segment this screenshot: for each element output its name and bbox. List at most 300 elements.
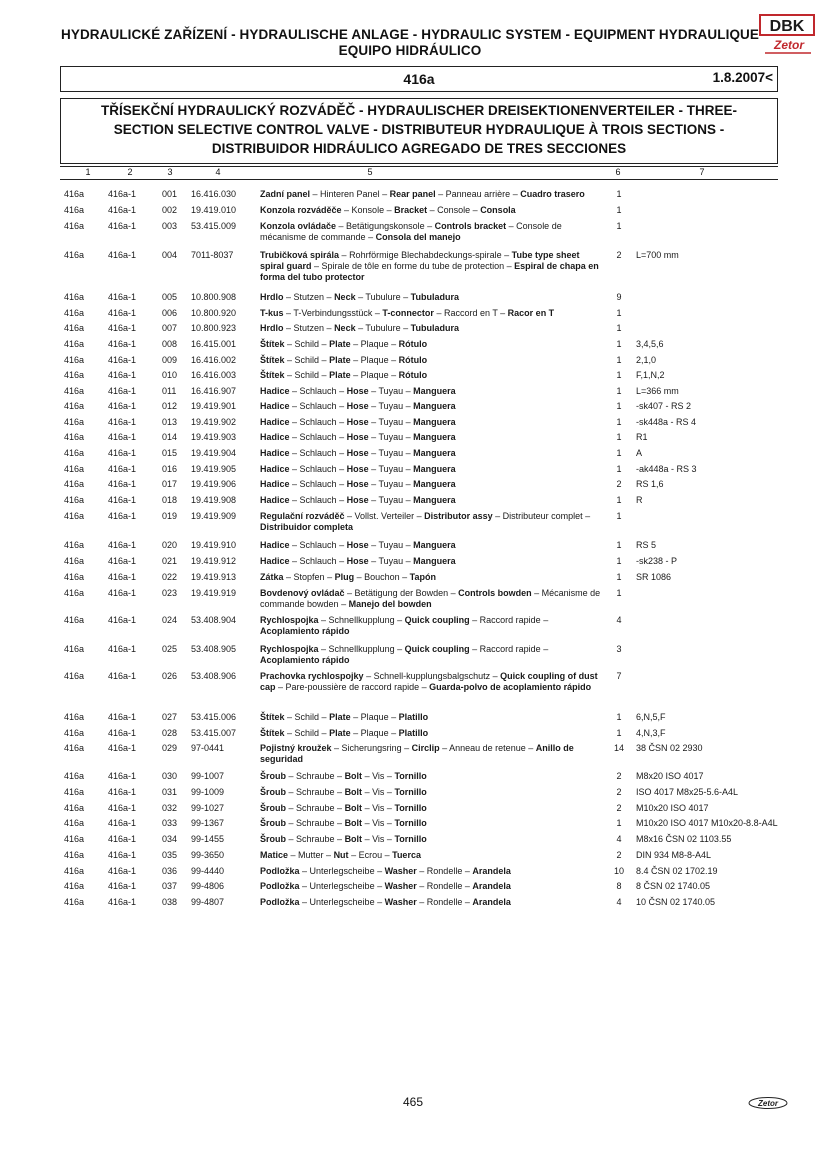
description-cell: Šroub – Schraube – Bolt – Vis – Tornillo: [260, 787, 427, 797]
picture-cell: 416a-1: [108, 850, 137, 860]
picture-cell: 416a-1: [108, 448, 137, 458]
quantity-cell: 1: [616, 339, 622, 349]
description-de: Schraube: [296, 803, 335, 813]
description-cell: Hadice – Schlauch – Hose – Tuyau – Manguera: [260, 401, 456, 411]
description-cell: Zátka – Stopfen – Plug – Bouchon – Tapón: [260, 572, 436, 582]
part-number-cell: 19.419.913: [191, 572, 237, 582]
quantity-cell: 9: [616, 292, 622, 302]
picture-cell: 416a-1: [108, 464, 137, 474]
description-fr: Tuyau: [378, 448, 404, 458]
part-number-cell: 19.419.910: [191, 540, 237, 550]
description-cell: Štítek – Schild – Plate – Plaque – Platillo: [260, 712, 429, 722]
description-es: Distribuidor completa: [260, 522, 354, 532]
description-fr: Vis: [372, 771, 385, 781]
note-cell: R: [636, 495, 643, 505]
description-cell: Šroub – Schraube – Bolt – Vis – Tornillo: [260, 803, 427, 813]
description-cell: T-kus – T-Verbindungsstück – T-connector – Raccord en T – Racor en T: [260, 308, 555, 318]
description-cz: Podložka: [260, 897, 300, 907]
description-cell: Hadice – Schlauch – Hose – Tuyau – Manguera: [260, 540, 456, 550]
position-cell: 032: [162, 803, 178, 813]
document-title: HYDRAULICKÉ ZAŘÍZENÍ - HYDRAULISCHE ANLAGE - HYDRAULIC SYSTEM - EQUIPMENT HYDRAULIQUE: [60, 27, 759, 42]
description-es: Rótulo: [398, 339, 428, 349]
part-number-cell: 99-1009: [191, 787, 225, 797]
quantity-cell: 1: [616, 432, 622, 442]
description-cz: Prachovka rychlospojky: [260, 671, 364, 681]
description-cell: Šroub – Schraube – Bolt – Vis – Tornillo: [260, 818, 427, 828]
picture-cell: 416a-1: [108, 401, 137, 411]
group-cell: 416a: [64, 803, 85, 813]
document-title-line2: EQUIPO HIDRÁULICO: [338, 43, 482, 58]
description-en: Tube type sheet spiral guard: [260, 250, 580, 271]
part-number-cell: 16.416.907: [191, 386, 237, 396]
quantity-cell: 1: [616, 205, 622, 215]
note-cell: M8x20 ISO 4017: [636, 771, 704, 781]
description-cz: Šroub: [260, 771, 286, 781]
description-fr: Vis: [372, 803, 385, 813]
picture-cell: 416a-1: [108, 588, 137, 598]
position-cell: 004: [162, 250, 178, 260]
description-fr: Plaque: [360, 370, 389, 380]
picture-cell: 416a-1: [108, 323, 137, 333]
group-cell: 416a: [64, 771, 85, 781]
description-en: Quick coupling: [404, 615, 470, 625]
description-fr: Tuyau: [378, 386, 404, 396]
description-de: Stopfen: [293, 572, 325, 582]
position-cell: 010: [162, 370, 178, 380]
description-fr: Vis: [372, 834, 385, 844]
description-de: Schnell-kupplungsbalgschutz: [373, 671, 491, 681]
group-cell: 416a: [64, 370, 85, 380]
description-es: Rótulo: [398, 370, 428, 380]
description-cz: Zátka: [260, 572, 284, 582]
picture-cell: 416a-1: [108, 818, 137, 828]
column-header-row: [60, 166, 778, 180]
quantity-cell: 1: [616, 221, 622, 231]
group-cell: 416a: [64, 834, 85, 844]
group-cell: 416a: [64, 464, 85, 474]
description-fr: Rondelle: [426, 897, 463, 907]
description-cell: Štítek – Schild – Plate – Plaque – Platillo: [260, 728, 429, 738]
description-cz: Podložka: [260, 881, 300, 891]
description-en: Hose: [346, 386, 369, 396]
position-cell: 016: [162, 464, 178, 474]
part-number-cell: 19.419.903: [191, 432, 237, 442]
description-de: Schlauch: [299, 417, 337, 427]
description-de: Hinteren Panel: [320, 189, 380, 199]
description-fr: Tuyau: [378, 495, 404, 505]
description-fr: Tubulure: [365, 292, 401, 302]
description-en: Bolt: [344, 771, 363, 781]
picture-cell: 416a-1: [108, 339, 137, 349]
description-de: Rohrförmige Blechabdeckungs-spirale: [349, 250, 502, 260]
description-cz: T-kus: [260, 308, 284, 318]
picture-cell: 416a-1: [108, 308, 137, 318]
part-number-cell: 19.419.912: [191, 556, 237, 566]
description-es: Manguera: [413, 448, 456, 458]
picture-cell: 416a-1: [108, 771, 137, 781]
picture-cell: 416a-1: [108, 803, 137, 813]
note-cell: 2,1,0: [636, 355, 657, 365]
group-cell: 416a: [64, 495, 85, 505]
description-de: Schnellkupplung: [328, 615, 395, 625]
description-en: Bolt: [344, 818, 363, 828]
picture-cell: 416a-1: [108, 834, 137, 844]
picture-cell: 416a-1: [108, 495, 137, 505]
picture-cell: 416a-1: [108, 432, 137, 442]
position-cell: 029: [162, 743, 178, 753]
picture-cell: 416a-1: [108, 189, 137, 199]
position-cell: 011: [162, 386, 177, 396]
description-cell: Hadice – Schlauch – Hose – Tuyau – Manguera: [260, 556, 456, 566]
position-cell: 001: [162, 189, 178, 199]
part-number-cell: 19.419.919: [191, 588, 237, 598]
part-number-cell: 99-4806: [191, 881, 225, 891]
group-cell: 416a: [64, 728, 85, 738]
group-cell: 416a: [64, 671, 85, 681]
description-de: Schnellkupplung: [328, 644, 395, 654]
description-es: Acoplamiento rápido: [260, 655, 350, 665]
group-cell: 416a: [64, 386, 85, 396]
description-en: Plate: [329, 712, 351, 722]
description-fr: Tuyau: [378, 556, 404, 566]
group-cell: 416a: [64, 588, 85, 598]
group-cell: 416a: [64, 479, 85, 489]
description-es: Espiral de chapa en forma del tubo protector: [260, 261, 599, 282]
description-fr: Rondelle: [426, 881, 463, 891]
description-cell: Štítek – Schild – Plate – Plaque – Rótulo: [260, 370, 428, 380]
page-number: 465: [402, 1095, 424, 1109]
position-cell: 019: [162, 511, 178, 521]
description-es: Tornillo: [394, 787, 427, 797]
description-cz: Hadice: [260, 448, 290, 458]
description-cell: Pojistný kroužek – Sicherungsring – Circlip – Anneau de retenue – Anillo de seguridad: [260, 743, 574, 764]
position-cell: 026: [162, 671, 178, 681]
description-cell: Hadice – Schlauch – Hose – Tuyau – Manguera: [260, 448, 456, 458]
position-cell: 018: [162, 495, 178, 505]
description-de: T-Verbindungsstück: [293, 308, 373, 318]
description-cz: Hadice: [260, 464, 290, 474]
description-es: Anillo de seguridad: [260, 743, 574, 764]
part-number-cell: 16.416.030: [191, 189, 237, 199]
description-cell: Hadice – Schlauch – Hose – Tuyau – Manguera: [260, 464, 456, 474]
description-en: Controls bowden: [458, 588, 532, 598]
description-en: Bolt: [344, 834, 363, 844]
description-de: Schild: [294, 339, 320, 349]
quantity-cell: 1: [616, 588, 622, 598]
description-es: Manguera: [413, 432, 456, 442]
quantity-cell: 4: [616, 615, 622, 625]
column-header-3: 3: [167, 167, 173, 177]
svg-text:Zetor: Zetor: [758, 1099, 778, 1108]
group-cell: 416a: [64, 511, 85, 521]
position-cell: 008: [162, 339, 178, 349]
group-cell: 416a: [64, 881, 85, 891]
description-es: Arandela: [472, 897, 511, 907]
description-cz: Šroub: [260, 803, 286, 813]
description-en: Plate: [329, 339, 351, 349]
position-cell: 009: [162, 355, 178, 365]
description-es: Consola: [480, 205, 516, 215]
group-cell: 416a: [64, 205, 85, 215]
description-es: Manguera: [413, 386, 456, 396]
group-cell: 416a: [64, 250, 85, 260]
description-de: Schlauch: [299, 464, 337, 474]
description-cell: Hrdlo – Stutzen – Neck – Tubulure – Tubuladura: [260, 292, 459, 302]
picture-cell: 416a-1: [108, 615, 137, 625]
group-cell: 416a: [64, 339, 85, 349]
description-cell: Rychlospojka – Schnellkupplung – Quick coupling – Raccord rapide – Acoplamiento rápido: [260, 644, 549, 665]
description-cell: Šroub – Schraube – Bolt – Vis – Tornillo: [260, 771, 427, 781]
description-cz: Hadice: [260, 417, 290, 427]
part-number-cell: 19.419.905: [191, 464, 237, 474]
note-cell: M8x16 ČSN 02 1103.55: [636, 834, 732, 844]
description-en: Washer: [384, 881, 417, 891]
description-fr: Pare-poussière de raccord rapide: [285, 682, 420, 692]
part-number-cell: 19.419.904: [191, 448, 237, 458]
description-cell: Regulační rozváděč – Vollst. Verteiler – Distributor assy – Distributeur complet – Distribuidor completa: [260, 511, 591, 532]
quantity-cell: 10: [613, 866, 624, 876]
description-es: Cuadro trasero: [520, 189, 585, 199]
description-es: Tornillo: [394, 771, 427, 781]
part-number-cell: 53.408.904: [191, 615, 237, 625]
group-cell: 416a: [64, 417, 85, 427]
description-fr: Tuyau: [378, 417, 404, 427]
part-number-cell: 99-1455: [191, 834, 225, 844]
note-cell: M10x20 ISO 4017: [636, 803, 709, 813]
description-en: Plug: [334, 572, 355, 582]
description-de: Unterlegscheibe: [309, 881, 375, 891]
picture-cell: 416a-1: [108, 728, 137, 738]
group-cell: 416a: [64, 850, 85, 860]
description-de: Schlauch: [299, 401, 337, 411]
part-number-cell: 19.419.909: [191, 511, 237, 521]
description-cell: Štítek – Schild – Plate – Plaque – Rótulo: [260, 355, 428, 365]
description-en: Hose: [346, 448, 369, 458]
position-cell: 022: [162, 572, 178, 582]
description-cz: Konzola ovládače: [260, 221, 337, 231]
description-es: Manguera: [413, 401, 456, 411]
picture-cell: 416a-1: [108, 572, 137, 582]
picture-cell: 416a-1: [108, 644, 137, 654]
position-cell: 035: [162, 850, 178, 860]
part-number-cell: 7011-8037: [191, 250, 234, 260]
position-cell: 033: [162, 818, 178, 828]
quantity-cell: 3: [616, 644, 622, 654]
position-cell: 015: [162, 448, 178, 458]
description-cz: Štítek: [260, 355, 285, 365]
description-de: Stutzen: [293, 323, 325, 333]
part-number-cell: 16.415.001: [191, 339, 237, 349]
description-es: Tornillo: [394, 803, 427, 813]
picture-cell: 416a-1: [108, 540, 137, 550]
quantity-cell: 1: [616, 323, 622, 333]
part-number-cell: 99-4807: [191, 897, 225, 907]
note-cell: RS 1,6: [636, 479, 664, 489]
description-fr: Plaque: [360, 355, 389, 365]
description-de: Unterlegscheibe: [309, 866, 375, 876]
picture-cell: 416a-1: [108, 556, 137, 566]
part-number-cell: 19.419.908: [191, 495, 237, 505]
description-de: Sicherungsring: [341, 743, 402, 753]
description-fr: Tuyau: [378, 401, 404, 411]
description-es: Manejo del bowden: [348, 599, 432, 609]
description-en: Plate: [329, 355, 351, 365]
description-en: Washer: [384, 897, 417, 907]
part-number-cell: 99-1007: [191, 771, 225, 781]
description-de: Schlauch: [299, 540, 337, 550]
description-cell: Konzola rozváděče – Konsole – Bracket – Console – Consola: [260, 205, 516, 215]
description-cz: Šroub: [260, 787, 286, 797]
position-cell: 014: [162, 432, 178, 442]
quantity-cell: 1: [616, 511, 622, 521]
quantity-cell: 2: [616, 771, 622, 781]
description-es: Rótulo: [398, 355, 428, 365]
quantity-cell: 14: [613, 743, 624, 753]
quantity-cell: 2: [616, 803, 622, 813]
description-de: Schraube: [296, 834, 335, 844]
description-en: Nut: [333, 850, 349, 860]
description-cz: Hadice: [260, 495, 290, 505]
description-de: Schild: [294, 728, 320, 738]
description-fr: Console de mécanisme de commande: [260, 221, 562, 242]
quantity-cell: 1: [616, 370, 622, 380]
part-number-cell: 19.419.901: [191, 401, 237, 411]
description-de: Schraube: [296, 818, 335, 828]
description-fr: Raccord en T: [443, 308, 498, 318]
quantity-cell: 1: [616, 189, 622, 199]
description-en: Hose: [346, 556, 369, 566]
description-de: Betätigung der Bowden: [354, 588, 449, 598]
svg-text:Zetor: Zetor: [774, 38, 804, 52]
picture-cell: 416a-1: [108, 417, 137, 427]
quantity-cell: 1: [616, 464, 622, 474]
description-es: Manguera: [413, 464, 456, 474]
description-es: Racor en T: [507, 308, 555, 318]
description-cell: Podložka – Unterlegscheibe – Washer – Rondelle – Arandela: [260, 897, 511, 907]
part-number-cell: 16.416.002: [191, 355, 237, 365]
dbk-zetor-logo: [757, 13, 817, 59]
description-es: Manguera: [413, 540, 456, 550]
description-fr: Vis: [372, 787, 385, 797]
description-cell: Hrdlo – Stutzen – Neck – Tubulure – Tubuladura: [260, 323, 459, 333]
quantity-cell: 1: [616, 308, 622, 318]
description-es: Tornillo: [394, 834, 427, 844]
group-cell: 416a: [64, 712, 85, 722]
quantity-cell: 1: [616, 386, 622, 396]
note-cell: DIN 934 M8-8-A4L: [636, 850, 712, 860]
description-cell: Hadice – Schlauch – Hose – Tuyau – Manguera: [260, 417, 456, 427]
description-en: Bracket: [394, 205, 428, 215]
description-cz: Štítek: [260, 712, 285, 722]
description-en: Neck: [334, 323, 356, 333]
description-en: Hose: [346, 479, 369, 489]
position-cell: 038: [162, 897, 178, 907]
description-cell: Zadní panel – Hinteren Panel – Rear panel – Panneau arrière – Cuadro trasero: [260, 189, 585, 199]
part-number-cell: 16.416.003: [191, 370, 237, 380]
position-cell: 028: [162, 728, 178, 738]
validity-date: 1.8.2007<: [712, 70, 773, 85]
description-fr: Plaque: [360, 712, 389, 722]
part-number-cell: 99-3650: [191, 850, 225, 860]
quantity-cell: 1: [616, 417, 622, 427]
description-de: Betätigungskonsole: [346, 221, 425, 231]
note-cell: L=366 mm: [636, 386, 679, 396]
description-de: Schlauch: [299, 495, 337, 505]
zetor-footer-logo: [748, 1097, 788, 1109]
group-cell: 416a: [64, 189, 85, 199]
picture-cell: 416a-1: [108, 479, 137, 489]
description-cz: Hrdlo: [260, 292, 284, 302]
group-cell: 416a: [64, 743, 85, 753]
description-fr: Bouchon: [364, 572, 400, 582]
description-en: Hose: [346, 432, 369, 442]
description-fr: Distributeur complet: [502, 511, 583, 521]
picture-cell: 416a-1: [108, 221, 137, 231]
part-number-cell: 19.419.010: [191, 205, 237, 215]
group-cell: 416a: [64, 644, 85, 654]
description-es: Tornillo: [394, 818, 427, 828]
description-en: Bolt: [344, 803, 363, 813]
description-fr: Anneau de retenue: [449, 743, 526, 753]
description-fr: Tuyau: [378, 432, 404, 442]
description-fr: Tuyau: [378, 540, 404, 550]
description-es: Acoplamiento rápido: [260, 626, 350, 636]
description-en: T-connector: [382, 308, 434, 318]
column-header-7: 7: [699, 167, 705, 177]
quantity-cell: 1: [616, 572, 622, 582]
description-fr: Tuyau: [378, 479, 404, 489]
description-en: Quick coupling of dust cap: [260, 671, 598, 692]
quantity-cell: 1: [616, 556, 622, 566]
description-en: Hose: [346, 417, 369, 427]
group-cell: 416a: [64, 540, 85, 550]
column-header-4: 4: [215, 167, 221, 177]
quantity-cell: 2: [616, 850, 622, 860]
picture-cell: 416a-1: [108, 511, 137, 521]
picture-cell: 416a-1: [108, 292, 137, 302]
description-cz: Hadice: [260, 432, 290, 442]
picture-cell: 416a-1: [108, 355, 137, 365]
quantity-cell: 1: [616, 355, 622, 365]
description-cz: Rychlospojka: [260, 644, 319, 654]
description-cell: Hadice – Schlauch – Hose – Tuyau – Manguera: [260, 386, 456, 396]
description-es: Manguera: [413, 417, 456, 427]
description-cz: Matice: [260, 850, 289, 860]
description-es: Consola del manejo: [375, 232, 461, 242]
picture-cell: 416a-1: [108, 370, 137, 380]
part-number-cell: 10.800.908: [191, 292, 237, 302]
position-cell: 027: [162, 712, 178, 722]
description-de: Vollst. Verteiler: [354, 511, 415, 521]
quantity-cell: 2: [616, 787, 622, 797]
group-cell: 416a: [64, 897, 85, 907]
description-cz: Hadice: [260, 540, 290, 550]
description-es: Platillo: [398, 728, 429, 738]
group-cell: 416a: [64, 818, 85, 828]
picture-cell: 416a-1: [108, 787, 137, 797]
description-en: Washer: [384, 866, 417, 876]
group-cell: 416a: [64, 787, 85, 797]
description-de: Konsole: [351, 205, 385, 215]
picture-cell: 416a-1: [108, 897, 137, 907]
group-cell: 416a: [64, 432, 85, 442]
position-cell: 020: [162, 540, 178, 550]
description-cell: Konzola ovládače – Betätigungskonsole – Controls bracket – Console de mécanisme de commande – Consola del manejo: [260, 221, 562, 242]
position-cell: 012: [162, 401, 178, 411]
description-en: Plate: [329, 728, 351, 738]
quantity-cell: 4: [616, 897, 622, 907]
description-fr: Tubulure: [365, 323, 401, 333]
